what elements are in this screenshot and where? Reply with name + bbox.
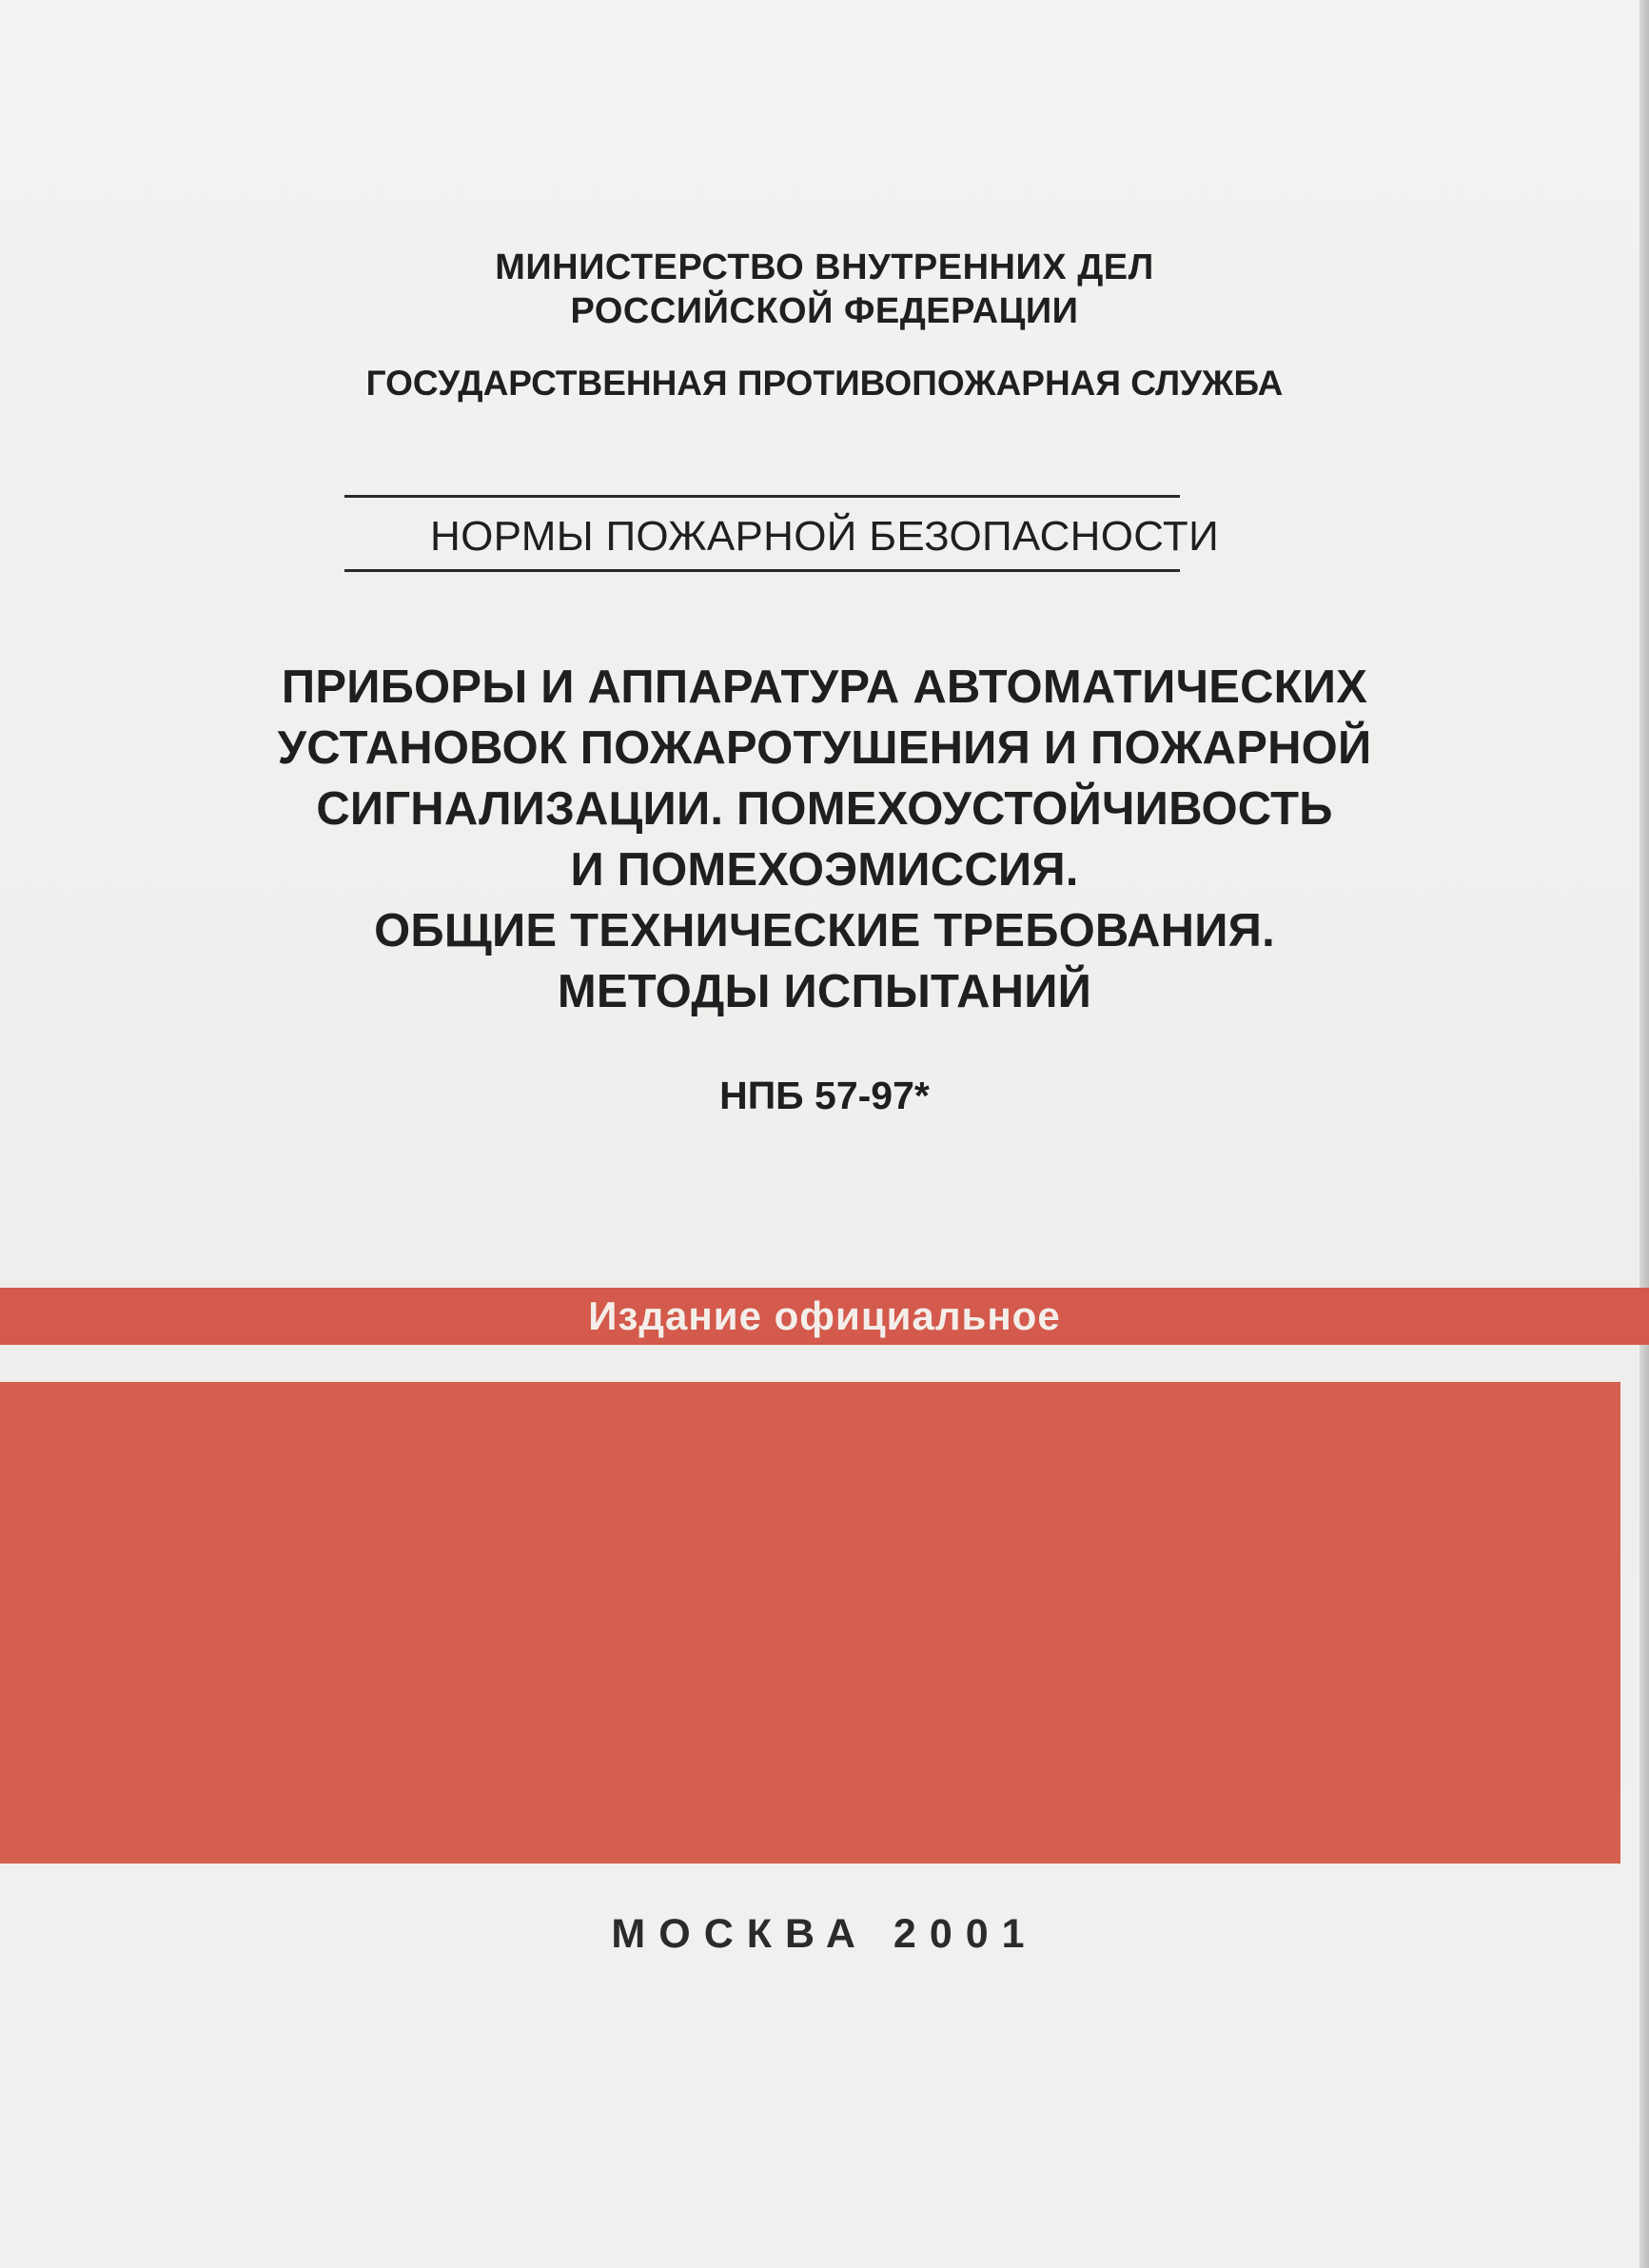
title-line: ПРИБОРЫ И АППАРАТУРА АВТОМАТИЧЕСКИХ xyxy=(281,661,1368,713)
edition-label: Издание официальное xyxy=(588,1293,1061,1338)
document-title xyxy=(0,657,1649,1022)
title-line: МЕТОДЫ ИСПЫТАНИЙ xyxy=(557,966,1092,1017)
rule-top xyxy=(344,495,1180,498)
ministry-line-2: РОССИЙСКОЙ ФЕДЕРАЦИИ xyxy=(570,291,1079,331)
document-code: НПБ 57-97* xyxy=(719,1074,930,1117)
city-year: МОСКВА 2001 xyxy=(611,1911,1038,1957)
ministry-heading xyxy=(0,246,1649,333)
rule-bottom xyxy=(344,569,1180,572)
ministry-line-1: МИНИСТЕРСТВО ВНУТРЕННИХ ДЕЛ xyxy=(495,247,1154,287)
title-line: УСТАНОВОК ПОЖАРОТУШЕНИЯ И ПОЖАРНОЙ xyxy=(277,722,1372,774)
title-line: СИГНАЛИЗАЦИИ. ПОМЕХОУСТОЙЧИВОСТЬ xyxy=(316,783,1333,835)
norms-heading: НОРМЫ ПОЖАРНОЙ БЕЗОПАСНОСТИ xyxy=(430,513,1219,560)
red-cover-band xyxy=(0,1382,1620,1864)
title-line: И ПОМЕХОЭМИССИЯ. xyxy=(570,844,1079,896)
service-heading: ГОСУДАРСТВЕННАЯ ПРОТИВОПОЖАРНАЯ СЛУЖБА xyxy=(365,364,1284,403)
title-line: ОБЩИЕ ТЕХНИЧЕСКИЕ ТРЕБОВАНИЯ. xyxy=(374,905,1275,957)
